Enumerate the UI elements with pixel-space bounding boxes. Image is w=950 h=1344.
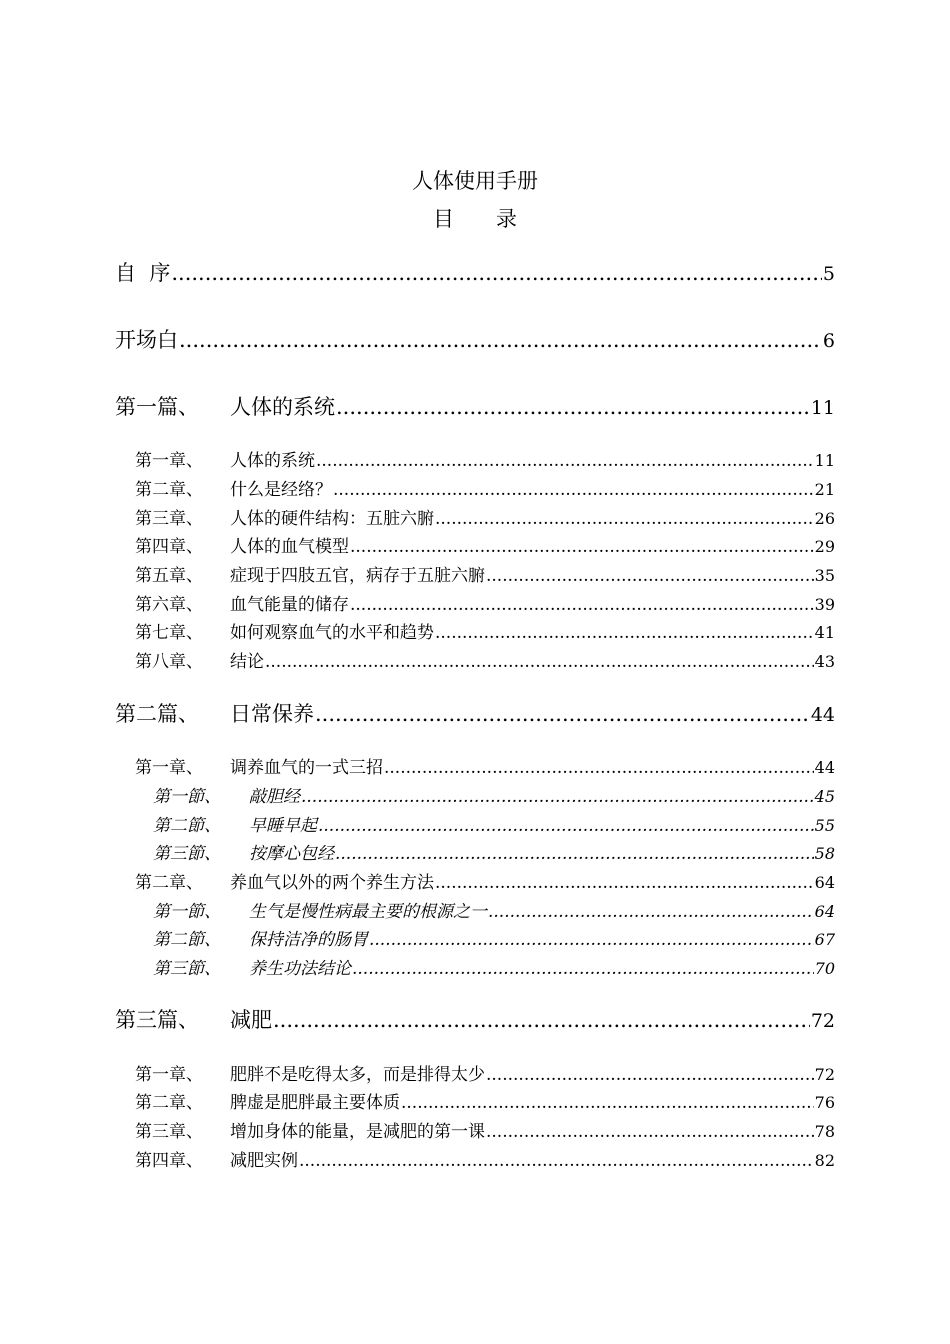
- toc-heading-right: 录: [496, 207, 517, 231]
- toc-entry-page: 6: [822, 330, 835, 352]
- toc-entry-text: 开场白: [115, 328, 178, 352]
- toc-entry-number: 第三節、: [153, 844, 221, 864]
- toc-entry-number: 第二節、: [153, 816, 221, 836]
- toc-entry-number: 第三章、: [135, 509, 203, 529]
- toc-entry-text: 调养血气的一式三招: [230, 758, 383, 778]
- toc-leader-dots: [335, 844, 814, 864]
- toc-entry-number: 第二章、: [135, 873, 203, 893]
- toc-leader-dots: [273, 1008, 810, 1032]
- toc-entry-section[interactable]: [153, 839, 835, 864]
- toc-entry-number: 第三章、: [135, 1122, 203, 1142]
- toc-leader-dots: [435, 623, 814, 643]
- toc-leader-dots: [488, 902, 814, 922]
- toc-entry-number: 第一章、: [135, 451, 203, 471]
- toc-entry-page: 5: [822, 263, 835, 285]
- toc-entry-chapter[interactable]: [135, 475, 835, 500]
- toc-entry-page: 44: [810, 704, 835, 726]
- toc-entry-text: 自 序: [115, 261, 171, 285]
- toc-entry-text: 生气是慢性病最主要的根源之一: [249, 902, 487, 922]
- toc-entry-text: 人体的系统: [230, 395, 335, 419]
- toc-entry-text: 脾虚是肥胖最主要体质: [230, 1093, 400, 1113]
- toc-entry-text: 症现于四肢五官，病存于五脏六腑: [230, 566, 485, 586]
- toc-entry-section[interactable]: [153, 925, 835, 950]
- toc-leader-dots: [336, 395, 810, 419]
- toc-entry-text: 人体的系统: [230, 451, 315, 471]
- toc-entry-page: 58: [814, 844, 835, 863]
- toc-entry-number: 第一節、: [153, 787, 221, 807]
- toc-entry-text: 养生功法结论: [249, 959, 351, 979]
- toc-entry-section[interactable]: [153, 782, 835, 807]
- toc-leader-dots: [299, 1151, 814, 1171]
- toc-leader-dots: [369, 930, 814, 950]
- toc-leader-dots: [435, 873, 814, 893]
- toc-entry-number: 第二節、: [153, 930, 221, 950]
- toc-leader-dots: [435, 509, 814, 529]
- toc-entry-number: 第三節、: [153, 959, 221, 979]
- toc-entry-chapter[interactable]: [135, 1117, 835, 1142]
- toc-entry-number: 第四章、: [135, 1151, 203, 1171]
- toc-entry-part-3[interactable]: [115, 1004, 835, 1034]
- toc-entry-chapter[interactable]: [135, 590, 835, 615]
- toc-entry-text: 养血气以外的两个养生方法: [230, 873, 434, 893]
- toc-entry-text: 日常保养: [230, 702, 314, 726]
- toc-entry-part-1[interactable]: [115, 391, 835, 421]
- toc-entry-page: 72: [814, 1065, 835, 1084]
- toc-leader-dots: [171, 261, 822, 285]
- toc-entry-page: 72: [810, 1010, 835, 1032]
- toc-entry-number: 第二章、: [135, 480, 203, 500]
- toc-entry-number: 第二篇、: [115, 702, 199, 726]
- toc-leader-dots: [301, 787, 814, 807]
- toc-leader-dots: [384, 758, 814, 778]
- toc-entry-number: 第六章、: [135, 595, 203, 615]
- toc-leader-dots: [486, 1065, 814, 1085]
- toc-leader-dots: [333, 480, 814, 500]
- toc-entry-page: 64: [814, 902, 835, 921]
- toc-entry-page: 11: [810, 397, 835, 419]
- toc-entry-chapter[interactable]: [135, 618, 835, 643]
- toc-entry-chapter[interactable]: [135, 647, 835, 672]
- toc-leader-dots: [486, 1122, 814, 1142]
- toc-entry-text: 按摩心包经: [249, 844, 334, 864]
- toc-entry-text: 如何观察血气的水平和趋势: [230, 623, 434, 643]
- toc-entry-page: 44: [814, 758, 835, 777]
- toc-entry-page: 41: [814, 623, 835, 642]
- toc-entry-page: 70: [814, 959, 835, 978]
- toc-entry-text: 减肥实例: [230, 1151, 298, 1171]
- toc-entry-number: 第一章、: [135, 1065, 203, 1085]
- toc-entry-section[interactable]: [153, 897, 835, 922]
- toc-entry-section[interactable]: [153, 811, 835, 836]
- toc-entry-page: 26: [814, 509, 835, 528]
- toc-entry-number: 第一章、: [135, 758, 203, 778]
- toc-entry-text: 肥胖不是吃得太多，而是排得太少: [230, 1065, 485, 1085]
- toc-entry-part-2[interactable]: [115, 698, 835, 728]
- toc-entry-chapter[interactable]: [135, 561, 835, 586]
- toc-entry-text: 人体的血气模型: [230, 537, 349, 557]
- toc-entry-text: 增加身体的能量，是减肥的第一课: [230, 1122, 485, 1142]
- toc-entry-text: 保持洁净的肠胃: [249, 930, 368, 950]
- toc-entry-number: 第一節、: [153, 902, 221, 922]
- toc-leader-dots: [316, 451, 814, 471]
- toc-entry-text: 人体的硬件结构：五脏六腑: [230, 509, 434, 529]
- toc-entry-chapter[interactable]: [135, 446, 835, 471]
- toc-entry-chapter[interactable]: [135, 753, 835, 778]
- toc-heading: [0, 203, 950, 233]
- toc-entry-page: 82: [814, 1151, 835, 1170]
- toc-entry-page: 11: [814, 451, 835, 470]
- toc-entry-number: 第四章、: [135, 537, 203, 557]
- toc-entry-page: 39: [814, 595, 835, 614]
- toc-entry-text: 敲胆经: [249, 787, 300, 807]
- toc-leader-dots: [350, 537, 814, 557]
- toc-leader-dots: [350, 595, 814, 615]
- toc-entry-number: 第一篇、: [115, 395, 199, 419]
- toc-leader-dots: [179, 328, 822, 352]
- toc-entry-number: 第三篇、: [115, 1008, 199, 1032]
- toc-entry-text: 早睡早起: [249, 816, 317, 836]
- toc-entry-opening[interactable]: [115, 324, 835, 354]
- toc-leader-dots: [315, 702, 810, 726]
- toc-entry-number: 第八章、: [135, 652, 203, 672]
- toc-entry-chapter[interactable]: [135, 1146, 835, 1171]
- toc-entry-page: 76: [814, 1093, 835, 1112]
- toc-entry-section[interactable]: [153, 954, 835, 979]
- document-title: 人体使用手册: [412, 169, 538, 193]
- toc-entry-page: 64: [814, 873, 835, 892]
- toc-entry-text: 血气能量的储存: [230, 595, 349, 615]
- toc-entry-chapter[interactable]: [135, 1088, 835, 1113]
- toc-entry-preface[interactable]: [115, 257, 835, 287]
- toc-entry-chapter[interactable]: [135, 532, 835, 557]
- toc-leader-dots: [352, 959, 814, 979]
- toc-leader-dots: [486, 566, 814, 586]
- toc-entry-page: 55: [814, 816, 835, 835]
- toc-entry-page: 35: [814, 566, 835, 585]
- toc-entry-page: 21: [814, 480, 835, 499]
- toc-entry-page: 78: [814, 1122, 835, 1141]
- toc-entry-page: 45: [814, 787, 835, 806]
- toc-entry-page: 43: [814, 652, 835, 671]
- toc-entry-page: 67: [814, 930, 835, 949]
- toc-entry-text: 什么是经络？: [230, 480, 332, 500]
- toc-entry-page: 29: [814, 537, 835, 556]
- toc-entry-number: 第二章、: [135, 1093, 203, 1113]
- toc-heading-left: 目: [433, 207, 454, 231]
- toc-entry-number: 第七章、: [135, 623, 203, 643]
- toc-entry-chapter[interactable]: [135, 868, 835, 893]
- toc-entry-text: 结论: [230, 652, 264, 672]
- toc-leader-dots: [318, 816, 814, 836]
- toc-entry-number: 第五章、: [135, 566, 203, 586]
- toc-leader-dots: [265, 652, 814, 672]
- toc-entry-text: 减肥: [230, 1008, 272, 1032]
- toc-leader-dots: [401, 1093, 814, 1113]
- toc-entry-chapter[interactable]: [135, 504, 835, 529]
- toc-entry-chapter[interactable]: [135, 1060, 835, 1085]
